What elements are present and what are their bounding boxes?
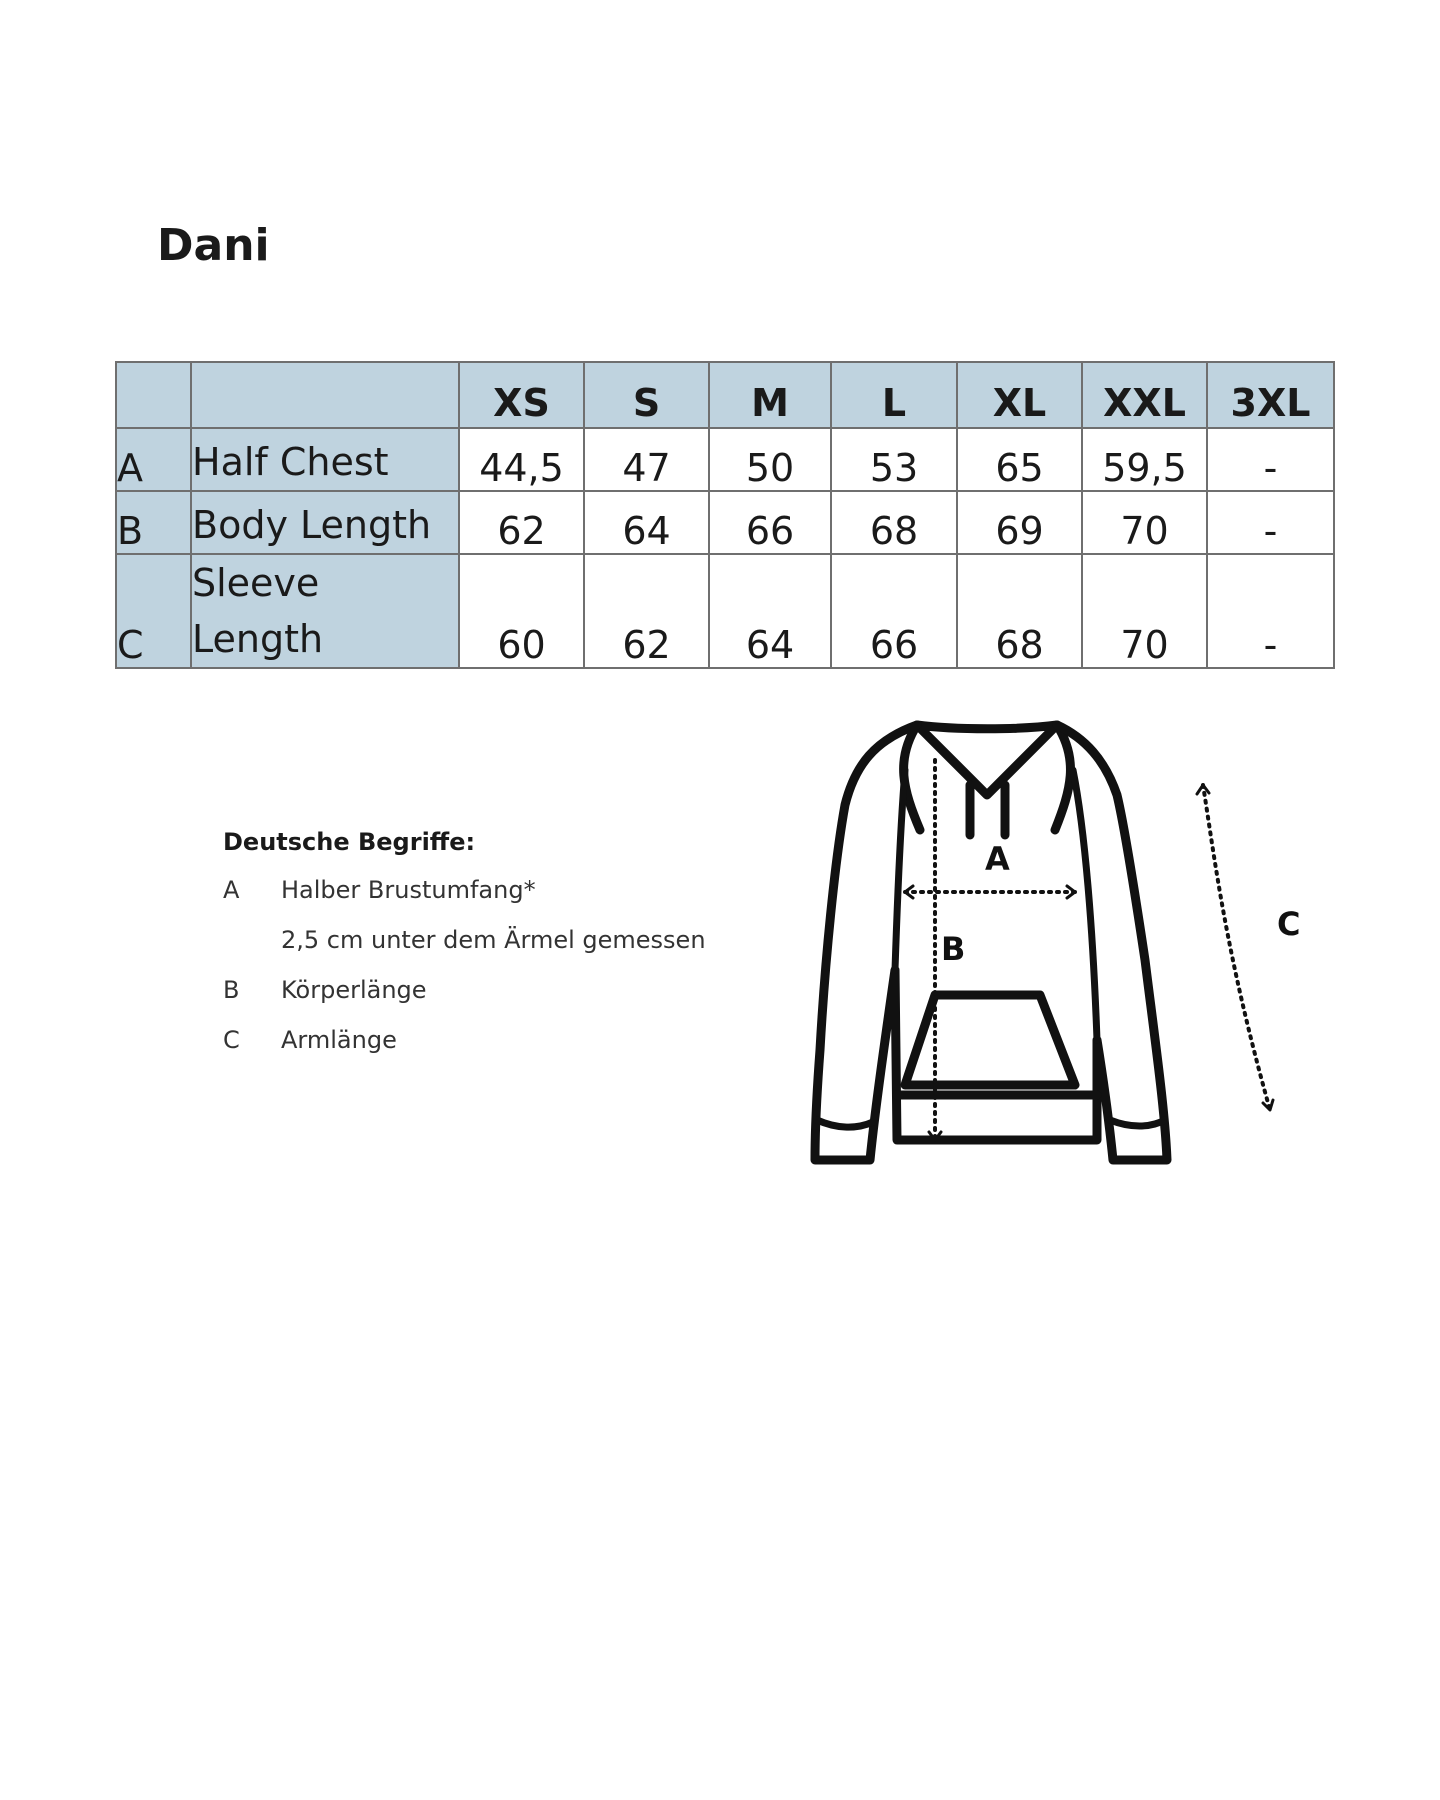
table-cell: 70 bbox=[1082, 554, 1207, 668]
table-cell: 60 bbox=[459, 554, 584, 668]
table-row bbox=[116, 491, 1334, 554]
table-cell: 69 bbox=[957, 491, 1082, 554]
table-cell: 68 bbox=[831, 491, 957, 554]
diagram-label-b: B bbox=[941, 930, 966, 968]
header-size-xxl: XXL bbox=[1082, 362, 1207, 428]
row-letter: A bbox=[116, 428, 191, 491]
header-cell-empty bbox=[191, 362, 459, 428]
row-label bbox=[191, 554, 459, 668]
row-label: Body Length bbox=[191, 491, 459, 554]
glossary-letter: B bbox=[223, 976, 240, 1004]
cuff-left bbox=[817, 1120, 873, 1127]
header-size-xs: XS bbox=[459, 362, 584, 428]
table-cell: 65 bbox=[957, 428, 1082, 491]
glossary-note: 2,5 cm unter dem Ärmel gemessen bbox=[281, 926, 706, 954]
header-size-xl: XL bbox=[957, 362, 1082, 428]
header-size-s: S bbox=[584, 362, 709, 428]
glossary bbox=[223, 828, 706, 1076]
table-cell: 70 bbox=[1082, 491, 1207, 554]
table-cell: - bbox=[1207, 554, 1334, 668]
sleeve-seam-right bbox=[1073, 770, 1097, 1040]
table-cell: 64 bbox=[584, 491, 709, 554]
table-cell: 62 bbox=[459, 491, 584, 554]
table-cell: 47 bbox=[584, 428, 709, 491]
sleeve-seam-left bbox=[895, 770, 905, 970]
table-cell: 59,5 bbox=[1082, 428, 1207, 491]
diagram-label-c: C bbox=[1277, 905, 1301, 943]
table-cell: 62 bbox=[584, 554, 709, 668]
row-label: Half Chest bbox=[191, 428, 459, 491]
table-header-row bbox=[116, 362, 1334, 428]
glossary-text: Armlänge bbox=[281, 1026, 397, 1054]
glossary-item bbox=[223, 876, 706, 926]
table-cell: 66 bbox=[709, 491, 831, 554]
glossary-letter: C bbox=[223, 1026, 240, 1054]
glossary-item bbox=[223, 976, 706, 1026]
header-cell-empty bbox=[116, 362, 191, 428]
hoodie-outline-icon bbox=[815, 725, 1273, 1160]
size-table bbox=[115, 361, 1335, 669]
row-letter: C bbox=[116, 554, 191, 668]
measure-line-c bbox=[1203, 785, 1270, 1110]
header-size-m: M bbox=[709, 362, 831, 428]
table-row bbox=[116, 428, 1334, 491]
table-cell: - bbox=[1207, 491, 1334, 554]
glossary-item bbox=[223, 1026, 706, 1076]
hoodie-diagram bbox=[805, 710, 1325, 1190]
table-cell: 50 bbox=[709, 428, 831, 491]
table-cell: 44,5 bbox=[459, 428, 584, 491]
header-size-l: L bbox=[831, 362, 957, 428]
row-label-line2: Length bbox=[192, 617, 324, 661]
row-letter: B bbox=[116, 491, 191, 554]
table-cell: 66 bbox=[831, 554, 957, 668]
table-row bbox=[116, 554, 1334, 668]
page-title: Dani bbox=[157, 220, 270, 271]
glossary-text: Körperlänge bbox=[281, 976, 427, 1004]
table-cell: 53 bbox=[831, 428, 957, 491]
row-label-line1: Sleeve bbox=[192, 561, 320, 605]
table-cell: 68 bbox=[957, 554, 1082, 668]
kangaroo-pocket bbox=[905, 995, 1075, 1085]
table-cell: 64 bbox=[709, 554, 831, 668]
glossary-letter: A bbox=[223, 876, 240, 904]
hood-outline bbox=[904, 725, 1071, 830]
diagram-label-a: A bbox=[985, 840, 1010, 878]
glossary-text: Halber Brustumfang* bbox=[281, 876, 536, 904]
cuff-right bbox=[1110, 1120, 1165, 1126]
glossary-title: Deutsche Begriffe: bbox=[223, 828, 476, 856]
table-cell: - bbox=[1207, 428, 1334, 491]
header-size-3xl: 3XL bbox=[1207, 362, 1334, 428]
